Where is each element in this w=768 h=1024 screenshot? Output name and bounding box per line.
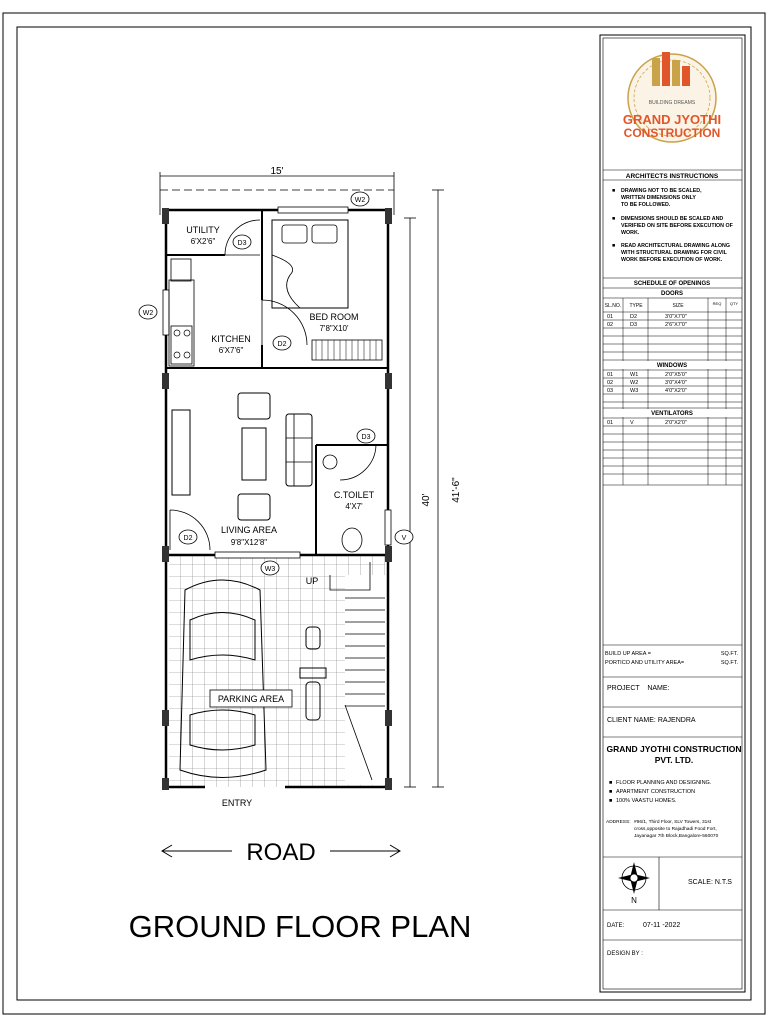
north-arrow-icon: [618, 862, 650, 894]
svg-text:ADDRESS:: ADDRESS:: [606, 820, 631, 825]
svg-text:TO BE FOLLOWED.: TO BE FOLLOWED.: [621, 202, 671, 208]
svg-text:VERIFIED ON SITE BEFORE EXECUT: VERIFIED ON SITE BEFORE EXECUTION OF: [621, 223, 733, 229]
tag-d3-toilet: D3: [361, 434, 371, 441]
pillow-left: [282, 225, 307, 243]
parking-label: PARKING AREA: [217, 694, 285, 704]
svg-text:02: 02: [607, 380, 614, 386]
svg-text:WORK.: WORK.: [621, 230, 640, 236]
dim-depth: 40': [421, 493, 432, 507]
svg-text:Jayanagar 7th Block,Bangalore-: Jayanagar 7th Block,Bangalore-560070: [634, 834, 719, 839]
buildup-label: BUILD UP AREA =: [605, 651, 651, 657]
date-label: DATE:: [607, 923, 625, 929]
svg-text:2'0"X5'0": 2'0"X5'0": [665, 372, 687, 378]
svg-text:WITH STRUCTURAL DRAWING FOR CI: WITH STRUCTURAL DRAWING FOR CIVIL: [621, 250, 727, 256]
tag-w2-left: W2: [142, 310, 154, 317]
svg-text:D2: D2: [630, 314, 638, 320]
schedule-col-headers: [605, 301, 739, 309]
buildup-unit: SQ.FT.: [720, 651, 738, 657]
svg-text:■: ■: [609, 798, 613, 804]
windows-header: WINDOWS: [656, 363, 688, 369]
logo-line1: GRAND JYOTHI: [622, 112, 722, 127]
svg-text:WORK BEFORE EXECUTION OF WORK.: WORK BEFORE EXECUTION OF WORK.: [621, 257, 723, 263]
tag-w3: W3: [264, 566, 276, 573]
logo-tagline: BUILDING DREAMS: [648, 100, 696, 106]
svg-text:01: 01: [607, 314, 614, 320]
door-rows: [607, 314, 687, 328]
svg-text:TYPE: TYPE: [629, 303, 643, 309]
wardrobe-hatch: [316, 340, 376, 360]
toilet-shower: [323, 455, 337, 469]
outer-border: [3, 13, 765, 1014]
stove-burners: [174, 330, 190, 358]
arch-instructions-header: ARCHITECTS INSTRUCTIONS: [625, 173, 719, 180]
svg-text:#96/1, Third Floor, SLV Towers: #96/1, Third Floor, SLV Towers, 31st: [634, 820, 712, 825]
svg-text:READ ARCHITECTURAL DRAWING ALO: READ ARCHITECTURAL DRAWING ALONG: [621, 243, 730, 249]
svg-text:DRAWING NOT TO BE SCALED,: DRAWING NOT TO BE SCALED,: [621, 188, 702, 194]
wardrobe: [312, 340, 382, 360]
window-rows: [607, 372, 687, 394]
svg-text:03: 03: [607, 388, 614, 394]
door-swings: [170, 220, 376, 550]
portico-label: PORTICO AND UTILITY AREA=: [605, 660, 685, 666]
company-logo: [623, 52, 721, 142]
armchair-bottom: [238, 494, 270, 520]
bed-sheet-fold: [272, 255, 300, 308]
kitchen-counter: [169, 280, 194, 366]
armchair-top: [238, 393, 270, 419]
svg-text:01: 01: [607, 420, 614, 426]
svg-text:QTY: QTY: [729, 301, 739, 306]
tv-unit: [172, 410, 190, 495]
title-block: [600, 35, 745, 992]
living-size: 9'8"X12'8": [230, 538, 268, 547]
svg-text:SL.NO.: SL.NO.: [604, 303, 622, 309]
svg-text:W1: W1: [630, 372, 639, 378]
svg-text:■: ■: [612, 243, 616, 249]
svg-text:2'0"X2'0": 2'0"X2'0": [665, 420, 687, 426]
title-block-inner: [603, 38, 742, 989]
living-label: LIVING AREA: [220, 525, 278, 535]
company-line2: PVT. LTD.: [654, 755, 694, 765]
svg-text:■: ■: [609, 789, 613, 795]
svg-text:3'0"X4'0": 3'0"X4'0": [665, 380, 687, 386]
tag-v: V: [401, 535, 407, 542]
svg-text:V: V: [630, 420, 634, 426]
svg-text:APARTMENT CONSTRUCTION: APARTMENT CONSTRUCTION: [616, 789, 696, 795]
svg-text:02: 02: [607, 322, 614, 328]
dim-width: 15': [270, 166, 284, 177]
utility-label: UTILITY: [186, 225, 220, 235]
svg-text:01: 01: [607, 372, 614, 378]
svg-text:D3: D3: [630, 322, 638, 328]
svg-text:DIMENSIONS SHOULD BE SCALED AN: DIMENSIONS SHOULD BE SCALED AND: [621, 216, 724, 222]
svg-text:■: ■: [609, 780, 613, 786]
svg-text:100% VAASTU HOMES.: 100% VAASTU HOMES.: [616, 798, 677, 804]
portico-unit: SQ.FT.: [720, 660, 738, 666]
svg-text:4'0"X2'0": 4'0"X2'0": [665, 388, 687, 394]
toilet-label: C.TOILET: [333, 490, 375, 500]
schedule-header: SCHEDULE OF OPENINGS: [633, 281, 711, 287]
svg-text:SIZE: SIZE: [672, 303, 684, 309]
bedroom-label: BED ROOM: [309, 312, 359, 322]
svg-text:FLOOR PLANNING AND DESIGNING.: FLOOR PLANNING AND DESIGNING.: [616, 780, 712, 786]
project-name: PROJECT NAME:: [607, 685, 670, 692]
ventilator-rows: [607, 420, 687, 426]
ventilators-header: VENTILATORS: [651, 411, 693, 417]
svg-text:■: ■: [612, 216, 616, 222]
svg-text:cross,opposite to Rajadhadi Fo: cross,opposite to Rajadhadi Food Fort,: [634, 827, 717, 832]
date-value: 07-11 -2022: [643, 922, 681, 929]
doors-header: DOORS: [660, 291, 684, 297]
road-label: ROAD: [246, 839, 316, 866]
kitchen-size: 6'X7'6": [218, 346, 244, 355]
svg-text:■: ■: [612, 188, 616, 194]
tag-d3-utility: D3: [237, 240, 247, 247]
sofa-right: [286, 414, 312, 486]
svg-text:WRITTEN DIMENSIONS ONLY: WRITTEN DIMENSIONS ONLY: [621, 195, 696, 201]
address-block: [606, 819, 719, 839]
tag-d2-bed: D2: [277, 341, 287, 348]
svg-text:W3: W3: [630, 388, 639, 394]
stair-area: [345, 575, 385, 785]
plan-title: GROUND FLOOR PLAN: [128, 909, 472, 944]
entry-label: ENTRY: [221, 798, 253, 808]
svg-text:W2: W2: [630, 380, 639, 386]
utility-sink: [171, 259, 191, 281]
floor-plan: [129, 166, 472, 944]
stair-up-label: UP: [305, 576, 319, 586]
svg-text:3'0"X7'0": 3'0"X7'0": [665, 314, 687, 320]
toilet-wc: [342, 528, 362, 552]
tag-w2-top: W2: [354, 197, 366, 204]
pillow-right: [312, 225, 337, 243]
tag-circles: [139, 192, 413, 575]
svg-text:2'6"X7'0": 2'6"X7'0": [665, 322, 687, 328]
svg-text:REQ: REQ: [712, 301, 722, 306]
client-name: CLIENT NAME: RAJENDRA: [607, 717, 696, 724]
instruction-list: [612, 188, 734, 263]
bedroom-size: 7'8"X10': [319, 324, 349, 333]
tag-d2-living: D2: [183, 535, 193, 542]
toilet-size: 4'X7': [345, 502, 363, 511]
logo-line2: CONSTRUCTION: [623, 126, 721, 140]
company-line1: GRAND JYOTHI CONSTRUCTION: [606, 744, 742, 754]
coffee-table: [242, 428, 266, 480]
utility-size: 6'X2'6": [190, 237, 216, 246]
scale-label: SCALE: N.T.S: [688, 879, 732, 886]
kitchen-label: KITCHEN: [211, 334, 251, 344]
north-label: N: [631, 896, 637, 905]
dim-total: 41'-6": [451, 477, 462, 503]
design-by: DESIGN BY :: [607, 951, 643, 957]
services-list: [609, 780, 712, 804]
sofa-cushions: [286, 414, 312, 486]
